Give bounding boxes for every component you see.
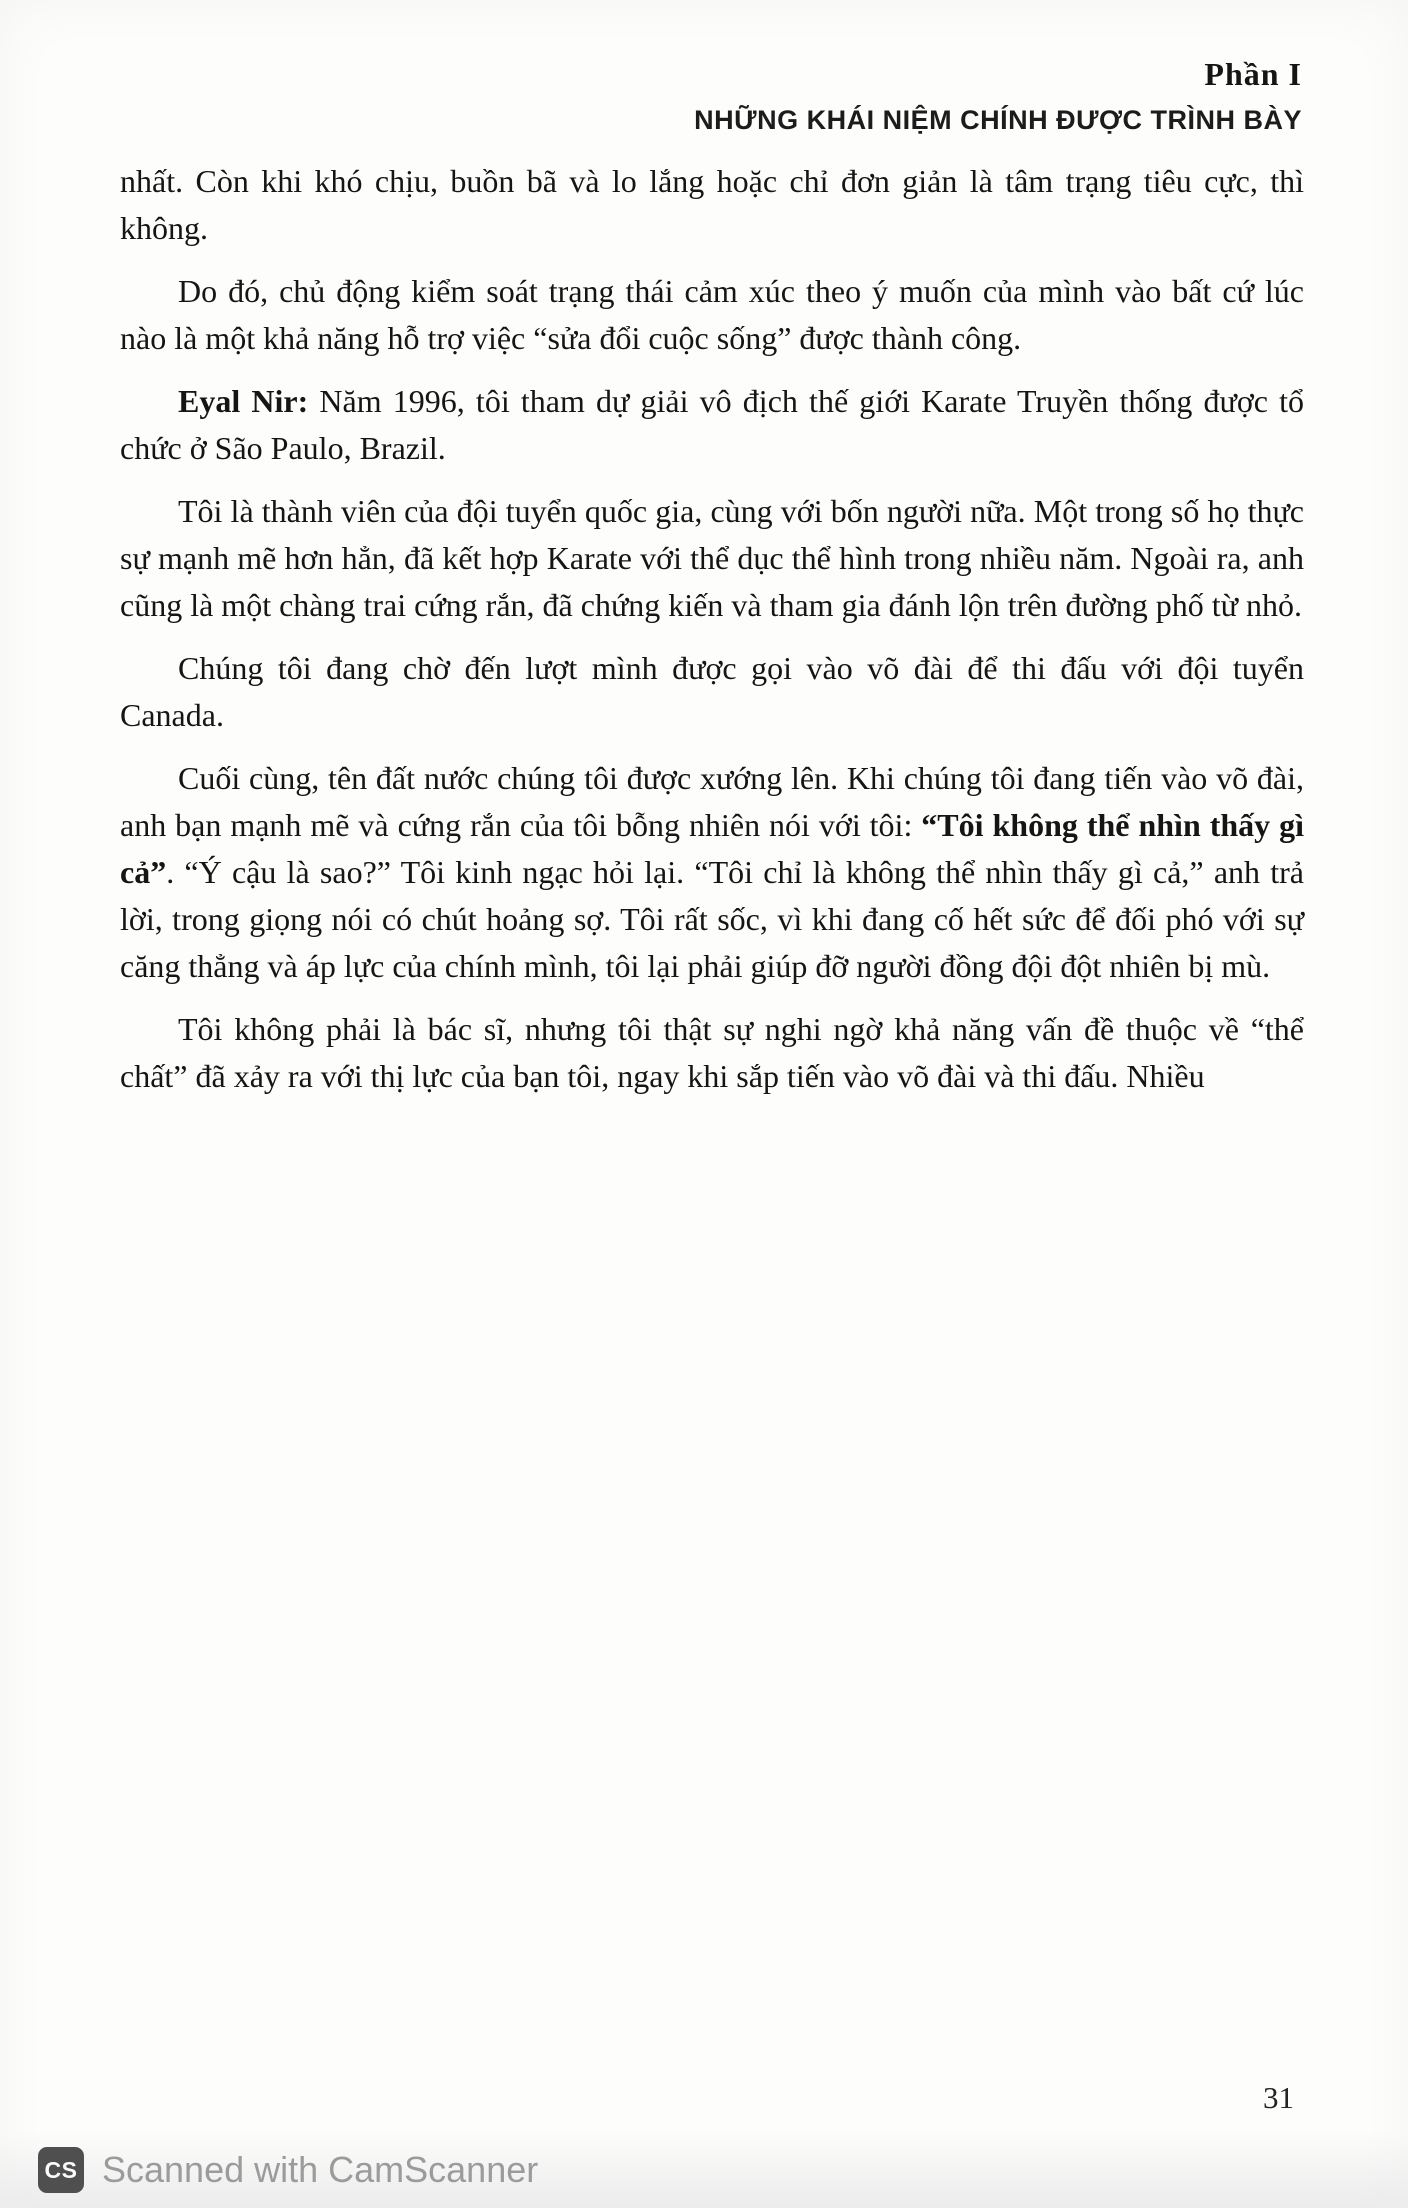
camscanner-watermark-bar	[0, 2132, 1408, 2208]
paragraph-text: . “Ý cậu là sao?” Tôi kinh ngạc hỏi lại. “Tôi chỉ là không thể nhìn thấy gì cả,” anh trả lời, trong giọng nói có chút hoảng sợ. Tôi rất sốc, vì khi đang cố hết sức để đối phó với sự căng thẳng và áp lực của chính mình, tôi lại phải giúp đỡ người đồng đội đột nhiên bị mù.	[120, 854, 1304, 984]
paragraph: Do đó, chủ động kiểm soát trạng thái cảm xúc theo ý muốn của mình vào bất cứ lúc nào là một khả năng hỗ trợ việc “sửa đổi cuộc sống” được thành công.	[120, 273, 1304, 356]
paragraph: Chúng tôi đang chờ đến lượt mình được gọi vào võ đài để thi đấu với đội tuyển Canada.	[120, 650, 1304, 733]
camscanner-logo-icon: CS	[38, 2147, 84, 2193]
page-number: 31	[1263, 2080, 1294, 2115]
camscanner-watermark-text: Scanned with CamScanner	[102, 2149, 539, 2190]
part-label: Phần I	[1204, 56, 1302, 92]
paragraph-text: Năm 1996, tôi tham dự giải vô địch thế giới Karate Truyền thống được tổ chức ở São Paulo, Brazil.	[120, 383, 1304, 466]
speaker-name: Eyal Nir:	[178, 383, 309, 419]
paragraph: nhất. Còn khi khó chịu, buồn bã và lo lắng hoặc chỉ đơn giản là tâm trạng tiêu cực, thì không.	[120, 163, 1304, 246]
page-header	[694, 56, 1302, 136]
paragraph	[120, 755, 1304, 990]
page-body	[120, 158, 1304, 1116]
emphasized-quote: “Tôi không thể nhìn thấy gì cả”	[120, 807, 1305, 890]
paragraph: Tôi không phải là bác sĩ, nhưng tôi thật sự nghi ngờ khả năng vấn đề thuộc về “thể chất” đã xảy ra với thị lực của bạn tôi, ngay khi sắp tiến vào võ đài và thi đấu. Nhiều	[120, 1011, 1304, 1094]
chapter-subtitle: NHỮNG KHÁI NIỆM CHÍNH ĐƯỢC TRÌNH BÀY	[694, 105, 1302, 135]
paragraph: Tôi là thành viên của đội tuyển quốc gia, cùng với bốn người nữa. Một trong số họ thực sự mạnh mẽ hơn hẳn, đã kết hợp Karate với thể dục thể hình trong nhiều năm. Ngoài ra, anh cũng là một chàng trai cứng rắn, đã chứng kiến và tham gia đánh lộn trên đường phố từ nhỏ.	[120, 493, 1304, 623]
paragraph-text: Cuối cùng, tên đất nước chúng tôi được xướng lên. Khi chúng tôi đang tiến vào võ đài, anh bạn mạnh mẽ và cứng rắn của tôi bỗng nhiên nói với tôi:	[120, 760, 1304, 843]
paragraph	[120, 378, 1304, 472]
